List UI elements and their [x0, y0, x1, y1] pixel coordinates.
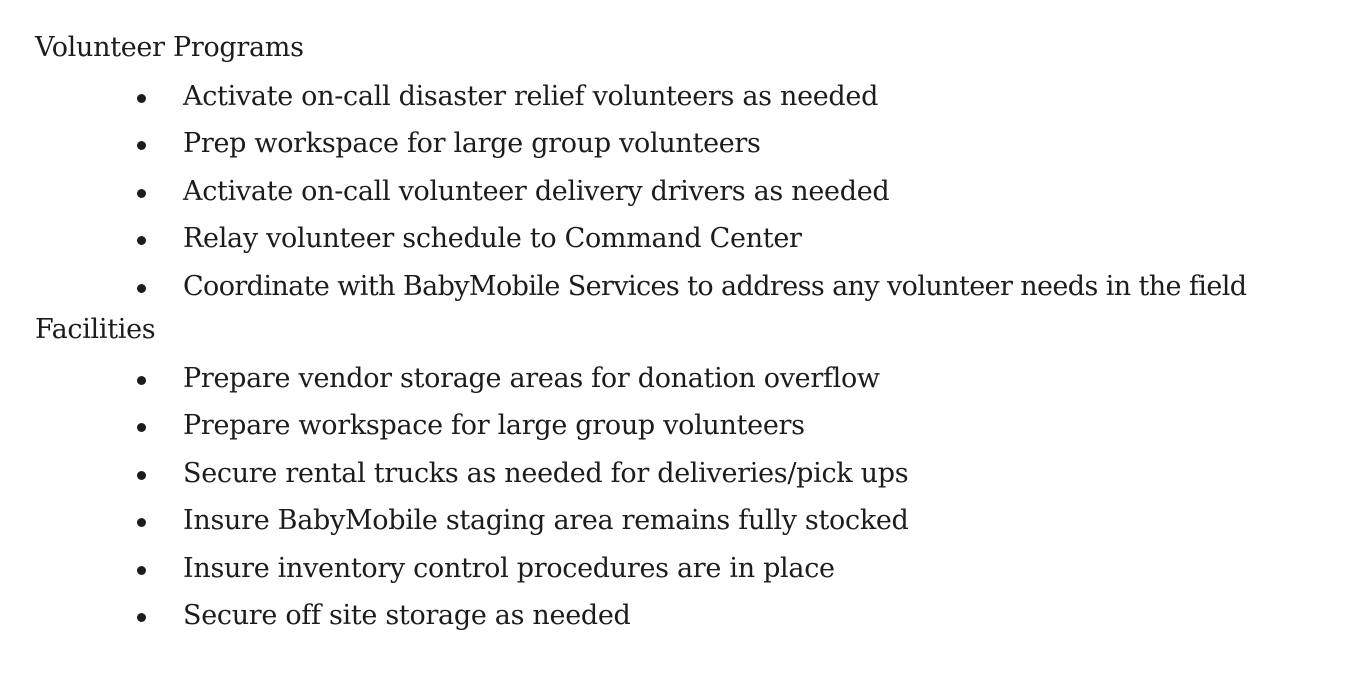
bullet-icon	[137, 613, 146, 622]
list-item	[0, 224, 1353, 271]
list-item-text: Insure BabyMobile staging area remains fully stocked	[183, 505, 909, 537]
list-item	[0, 411, 1353, 458]
list-item	[0, 177, 1353, 224]
list-item-text: Prep workspace for large group volunteers	[183, 128, 761, 160]
bullet-icon	[137, 141, 146, 150]
list-item	[0, 129, 1353, 176]
list-item-text: Prepare vendor storage areas for donation overflow	[183, 363, 880, 394]
list-item-text: Activate on-call disaster relief volunteers as needed	[183, 81, 879, 112]
list-item-text: Prepare workspace for large group volunteers	[183, 410, 805, 442]
list-item	[0, 506, 1353, 553]
list-item	[0, 272, 1353, 319]
list-item-text: Secure off site storage as needed	[183, 599, 631, 631]
section-heading-volunteer-programs: Volunteer Programs	[35, 32, 304, 63]
list-item-text: Coordinate with BabyMobile Services to address any volunteer needs in the field	[183, 270, 1247, 302]
bullet-icon	[137, 566, 146, 575]
bullet-icon	[137, 236, 146, 245]
bullet-icon	[137, 189, 146, 198]
bullet-icon	[137, 284, 146, 293]
bullet-icon	[137, 376, 146, 385]
volunteer-programs-list	[0, 82, 1353, 319]
list-item	[0, 364, 1353, 411]
bullet-icon	[137, 423, 146, 432]
list-item-text: Secure rental trucks as needed for deliveries/pick ups	[183, 457, 909, 489]
list-item	[0, 554, 1353, 601]
bullet-icon	[137, 94, 146, 103]
list-item-text: Insure inventory control procedures are in place	[183, 552, 835, 584]
list-item	[0, 82, 1353, 129]
section-heading-facilities: Facilities	[35, 314, 156, 345]
list-item-text: Activate on-call volunteer delivery drivers as needed	[183, 175, 890, 207]
list-item	[0, 601, 1353, 648]
list-item-text: Relay volunteer schedule to Command Center	[183, 223, 802, 255]
list-item	[0, 459, 1353, 506]
bullet-icon	[137, 471, 146, 480]
bullet-icon	[137, 518, 146, 527]
facilities-list	[0, 364, 1353, 648]
